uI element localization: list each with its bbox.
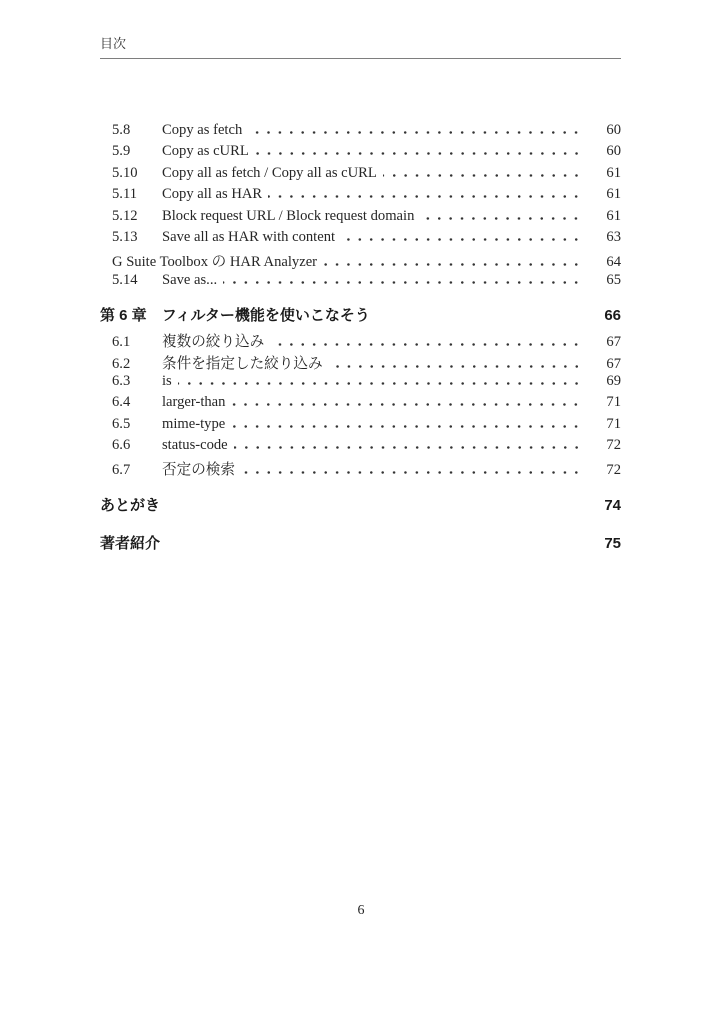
entry-title: 複数の絞り込み <box>162 334 265 351</box>
entry-title: あとがき <box>100 496 161 514</box>
entry-page-number: 74 <box>604 496 621 514</box>
dot-leader <box>231 403 582 406</box>
toc-entry <box>100 330 621 351</box>
toc-entry <box>100 458 621 479</box>
entry-number: 5.11 <box>112 186 137 203</box>
toc-entry <box>100 272 621 293</box>
entry-page-number: 60 <box>606 122 621 138</box>
entry-title: larger-than <box>162 394 226 411</box>
entry-title: Copy as fetch <box>162 122 243 138</box>
toc-entry <box>100 373 621 394</box>
footer-page-number: 6 <box>357 903 365 918</box>
entry-title: フィルター機能を使いこなそう <box>161 307 370 325</box>
entry-page-number: 72 <box>606 462 621 479</box>
entry-title: 否定の検索 <box>162 462 235 479</box>
entry-page-number: 66 <box>604 307 621 325</box>
entry-number: 5.12 <box>112 207 138 224</box>
dot-leader <box>383 174 582 177</box>
entry-title: mime-type <box>162 415 226 432</box>
entry-page-number: 71 <box>606 415 621 432</box>
toc-entry <box>100 437 621 458</box>
entry-title: Copy all as HAR <box>162 186 263 203</box>
toc-entry <box>100 122 621 143</box>
dot-leader <box>323 263 582 266</box>
entry-page-number: 65 <box>606 271 621 288</box>
entry-number: 5.13 <box>112 228 138 245</box>
entry-page-number: 61 <box>606 164 621 181</box>
table-of-contents <box>100 122 621 554</box>
entry-page-number: 60 <box>606 143 621 160</box>
toc-backmatter-entry <box>100 494 621 516</box>
entry-page-number: 67 <box>606 334 621 351</box>
entry-number: 5.9 <box>112 143 131 160</box>
toc-entry <box>100 416 621 437</box>
toc-entry <box>100 250 621 271</box>
entry-number: 第 6 章 <box>100 307 147 325</box>
entry-title: Copy as cURL <box>162 143 249 160</box>
toc-backmatter-entry <box>100 532 621 554</box>
dot-leader <box>255 152 582 155</box>
entry-page-number: 61 <box>606 207 621 224</box>
dot-leader <box>268 195 582 198</box>
toc-entry <box>100 229 621 250</box>
entry-title: Block request URL / Block request domain <box>162 207 415 224</box>
entry-number: 6.3 <box>112 372 131 389</box>
toc-entry <box>100 352 621 373</box>
dot-leader <box>231 425 582 428</box>
entry-title: is <box>162 372 172 389</box>
entry-title: Save as... <box>162 271 218 288</box>
dot-leader <box>270 343 582 346</box>
entry-title: Save all as HAR with content <box>162 228 336 245</box>
dot-leader <box>248 131 582 134</box>
dot-leader <box>420 217 582 220</box>
entry-number: 5.8 <box>112 122 131 138</box>
toc-entry <box>100 143 621 164</box>
entry-number: 6.5 <box>112 415 131 432</box>
entry-number: 5.10 <box>112 164 138 181</box>
toc-entry <box>100 186 621 207</box>
entry-page-number: 75 <box>604 534 621 552</box>
dot-leader <box>223 281 582 284</box>
entry-number: 6.6 <box>112 437 131 454</box>
toc-chapter-entry <box>100 304 621 326</box>
entry-title: Copy all as fetch / Copy all as cURL <box>162 164 377 181</box>
dot-leader <box>341 238 582 241</box>
entry-number: 6.4 <box>112 394 131 411</box>
dot-leader <box>234 446 582 449</box>
entry-title: status-code <box>162 437 228 454</box>
entry-page-number: 71 <box>606 394 621 411</box>
entry-page-number: 67 <box>606 355 621 372</box>
entry-number: 6.2 <box>112 355 131 372</box>
toc-entry <box>100 394 621 415</box>
page-header <box>100 36 621 59</box>
entry-title: 条件を指定した絞り込み <box>162 355 323 372</box>
entry-page-number: 69 <box>606 372 621 389</box>
entry-page-number: 72 <box>606 437 621 454</box>
entry-number: 5.14 <box>112 271 138 288</box>
dot-leader <box>241 471 582 474</box>
entry-page-number: 63 <box>606 228 621 245</box>
entry-number: 6.1 <box>112 334 131 351</box>
page-footer <box>0 903 722 921</box>
entry-title: G Suite Toolbox の HAR Analyzer <box>112 254 318 271</box>
entry-number: 6.7 <box>112 462 131 479</box>
dot-leader <box>329 365 582 368</box>
entry-page-number: 61 <box>606 186 621 203</box>
entry-title: 著者紹介 <box>100 534 161 552</box>
dot-leader <box>178 382 582 385</box>
entry-page-number: 64 <box>606 254 621 271</box>
toc-entry <box>100 165 621 186</box>
toc-entry <box>100 208 621 229</box>
header-title: 目次 <box>100 36 127 51</box>
